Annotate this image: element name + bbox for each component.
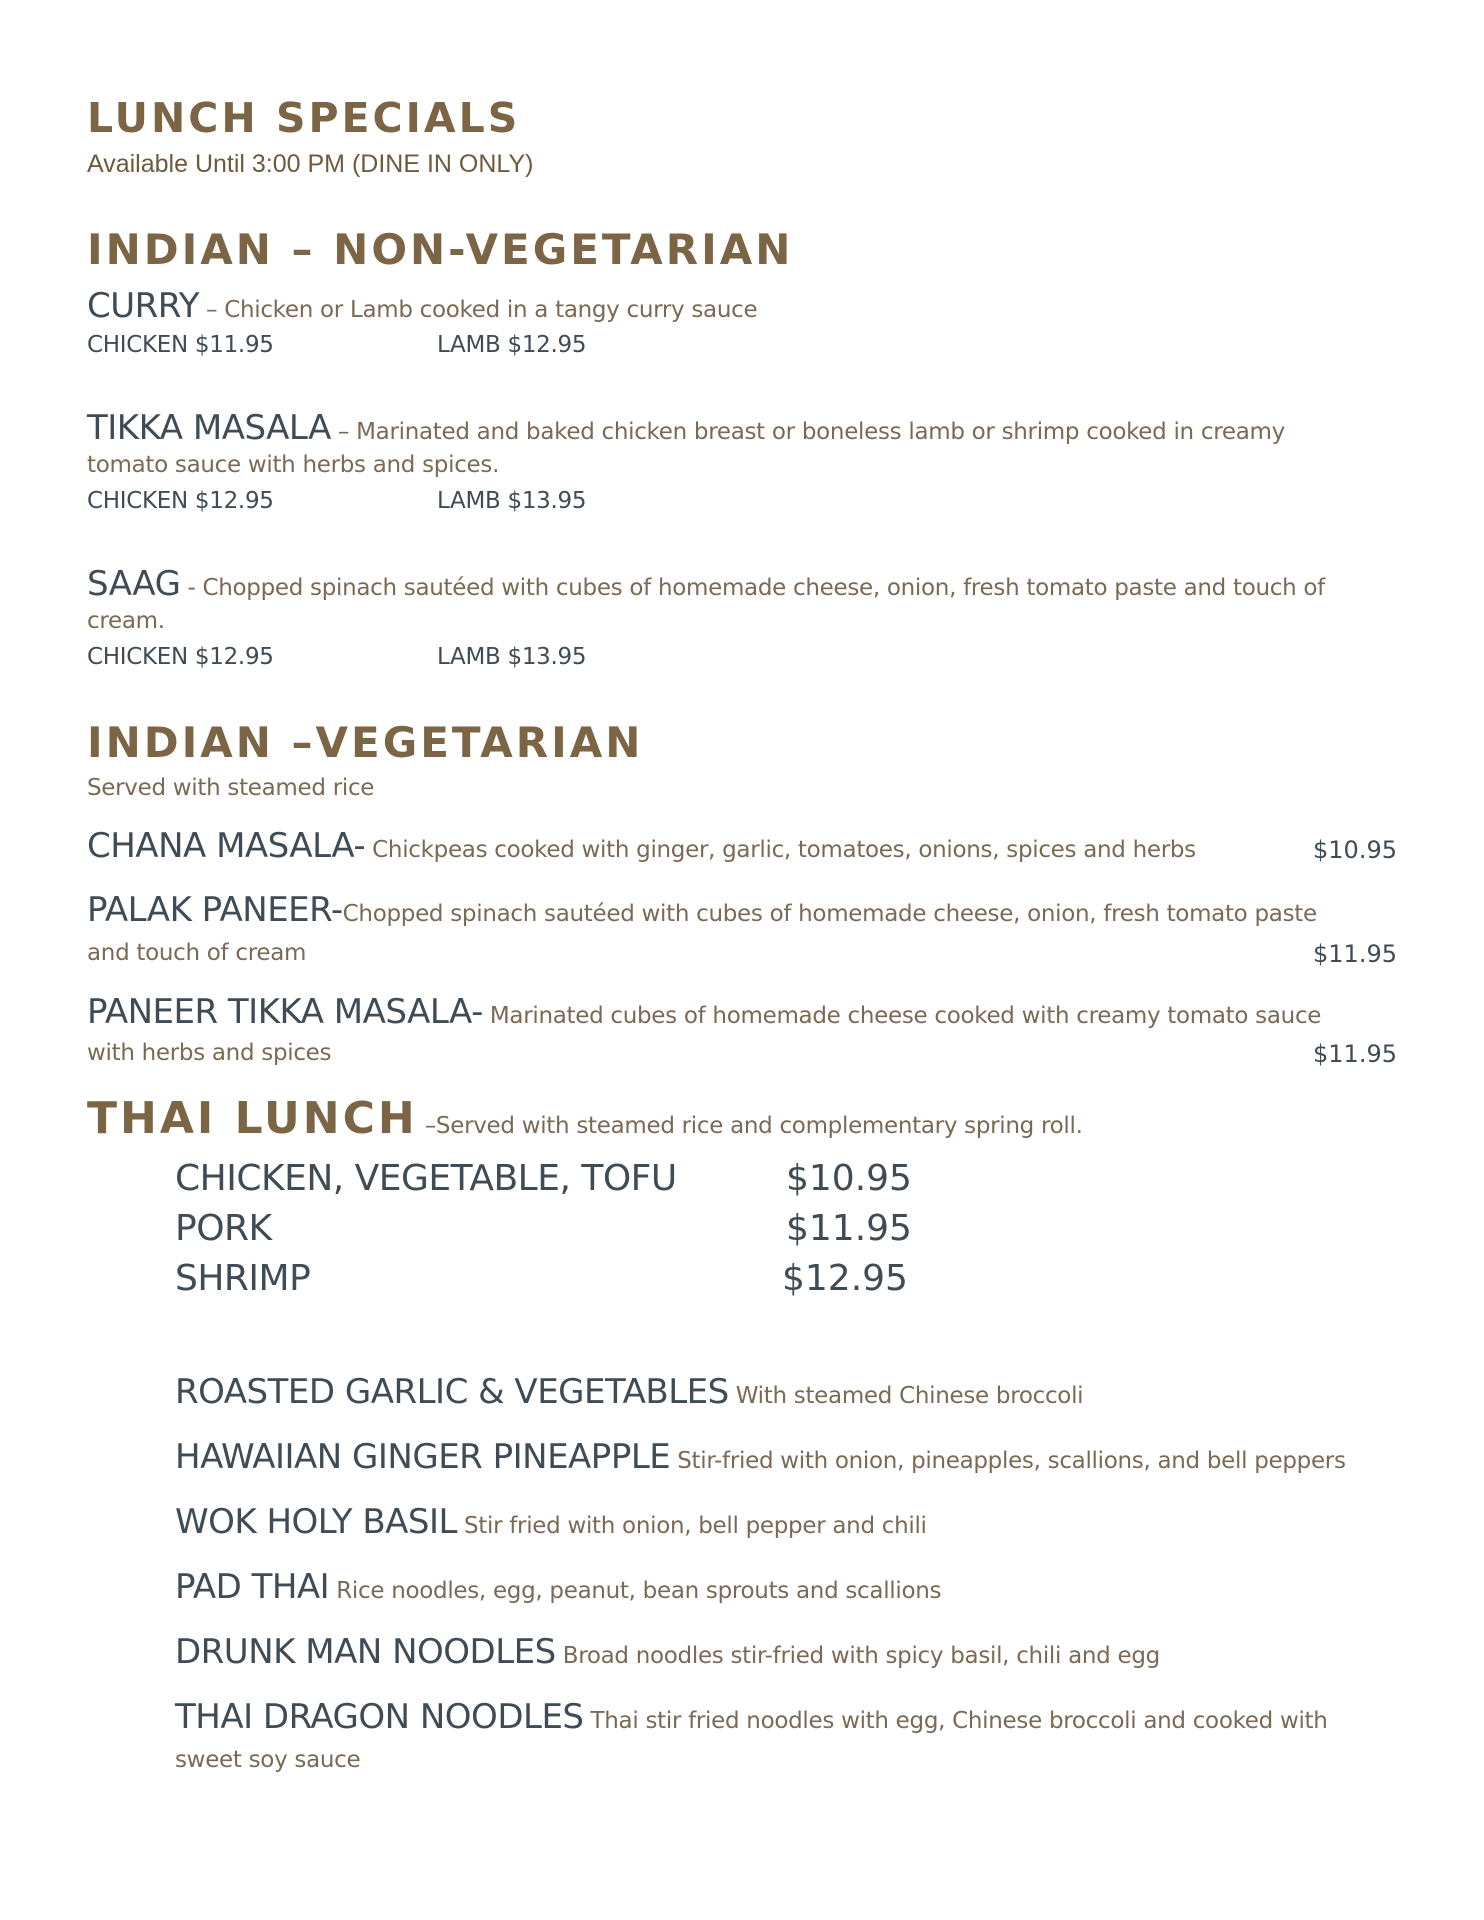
dish-wok-holy-basil [175, 1502, 927, 1542]
item-name: PALAK PANEER- [87, 890, 343, 930]
item-name: SAAG [87, 564, 181, 604]
item-description: – Chicken or Lamb cooked in a tangy curry sauce [198, 297, 758, 323]
item-description-cont: with herbs and spices [87, 1040, 332, 1066]
item-description: Chopped spinach sautéed with cubes of homemade cheese, onion, fresh tomato paste [342, 901, 1317, 927]
dish-drunk-man-noodles [175, 1632, 1160, 1672]
dish-description: Stir-fried with onion, pineapples, scallions, and bell peppers [670, 1448, 1346, 1474]
price-lamb-curry: LAMB $12.95 [437, 332, 587, 358]
item-description-cont: and touch of cream [87, 940, 307, 966]
menu-item-curry [87, 286, 1394, 326]
price-chicken-curry: CHICKEN $11.95 [87, 332, 274, 358]
dish-name: HAWAIIAN GINGER PINEAPPLE [175, 1437, 671, 1477]
dish-name: WOK HOLY BASIL [175, 1502, 457, 1542]
price-lamb-tikka: LAMB $13.95 [437, 488, 587, 514]
item-description-cont: cream. [87, 608, 165, 634]
item-name: CURRY [87, 286, 199, 326]
price-chicken-saag: CHICKEN $12.95 [87, 644, 274, 670]
dish-description: Thai stir fried noodles with egg, Chinese broccoli and cooked with [583, 1708, 1328, 1734]
item-description: Marinated cubes of homemade cheese cooked with creamy tomato sauce [482, 1003, 1322, 1029]
item-name: PANEER TIKKA MASALA- [87, 992, 483, 1032]
section-title-veg: INDIAN –VEGETARIAN [87, 718, 644, 767]
section-note-veg: Served with steamed rice [87, 775, 375, 801]
dish-description-cont: sweet soy sauce [175, 1747, 361, 1773]
price-chicken-tikka: CHICKEN $12.95 [87, 488, 274, 514]
item-description: - Chopped spinach sautéed with cubes of homemade cheese, onion, fresh tomato paste and touch of [180, 575, 1325, 601]
item-description: – Marinated and baked chicken breast or boneless lamb or shrimp cooked in creamy [330, 419, 1285, 445]
menu-item-chana-masala [87, 826, 1394, 866]
protein-price: $12.95 [782, 1258, 908, 1299]
section-note-thai: –Served with steamed rice and complementary spring roll. [417, 1113, 1083, 1139]
dish-description: Stir fried with onion, bell pepper and chili [456, 1513, 927, 1539]
item-description: Chickpeas cooked with ginger, garlic, tomatoes, onions, spices and herbs [365, 837, 1196, 863]
dish-thai-dragon-noodles [175, 1697, 1328, 1737]
item-name: CHANA MASALA- [87, 826, 366, 866]
dish-name: DRUNK MAN NOODLES [175, 1632, 556, 1672]
page-title: LUNCH SPECIALS [87, 94, 521, 142]
page-subtitle: Available Until 3:00 PM (DINE IN ONLY) [87, 150, 534, 178]
item-name: TIKKA MASALA [87, 408, 331, 448]
protein-price: $10.95 [786, 1158, 912, 1199]
dish-pad-thai [175, 1567, 941, 1607]
menu-item-saag [87, 564, 1394, 604]
price-chana-masala: $10.95 [1313, 836, 1397, 864]
dish-hawaiian-ginger [175, 1437, 1346, 1477]
item-description-cont: tomato sauce with herbs and spices. [87, 452, 500, 478]
section-title-thai: THAI LUNCH [87, 1093, 418, 1144]
menu-item-paneer-tikka-masala [87, 992, 1394, 1032]
price-paneer-tikka-masala: $11.95 [1313, 1040, 1397, 1068]
protein-pork: PORK [175, 1208, 272, 1249]
section-title-non-veg: INDIAN – NON-VEGETARIAN [87, 225, 794, 274]
dish-name: ROASTED GARLIC & VEGETABLES [175, 1372, 729, 1412]
menu-item-tikka-masala [87, 408, 1394, 448]
dish-description: Broad noodles stir-fried with spicy basil, chili and egg [555, 1643, 1160, 1669]
menu-item-palak-paneer [87, 890, 1394, 930]
price-lamb-saag: LAMB $13.95 [437, 644, 587, 670]
protein-shrimp: SHRIMP [175, 1258, 311, 1299]
section-thai-header [87, 1093, 1083, 1144]
protein-chicken-veg-tofu: CHICKEN, VEGETABLE, TOFU [175, 1158, 677, 1199]
dish-description: Rice noodles, egg, peanut, bean sprouts and scallions [329, 1578, 942, 1604]
dish-roasted-garlic [175, 1372, 1083, 1412]
dish-description: With steamed Chinese broccoli [728, 1383, 1084, 1409]
dish-name: PAD THAI [175, 1567, 330, 1607]
dish-name: THAI DRAGON NOODLES [175, 1697, 584, 1737]
price-palak-paneer: $11.95 [1313, 940, 1397, 968]
protein-price: $11.95 [786, 1208, 912, 1249]
